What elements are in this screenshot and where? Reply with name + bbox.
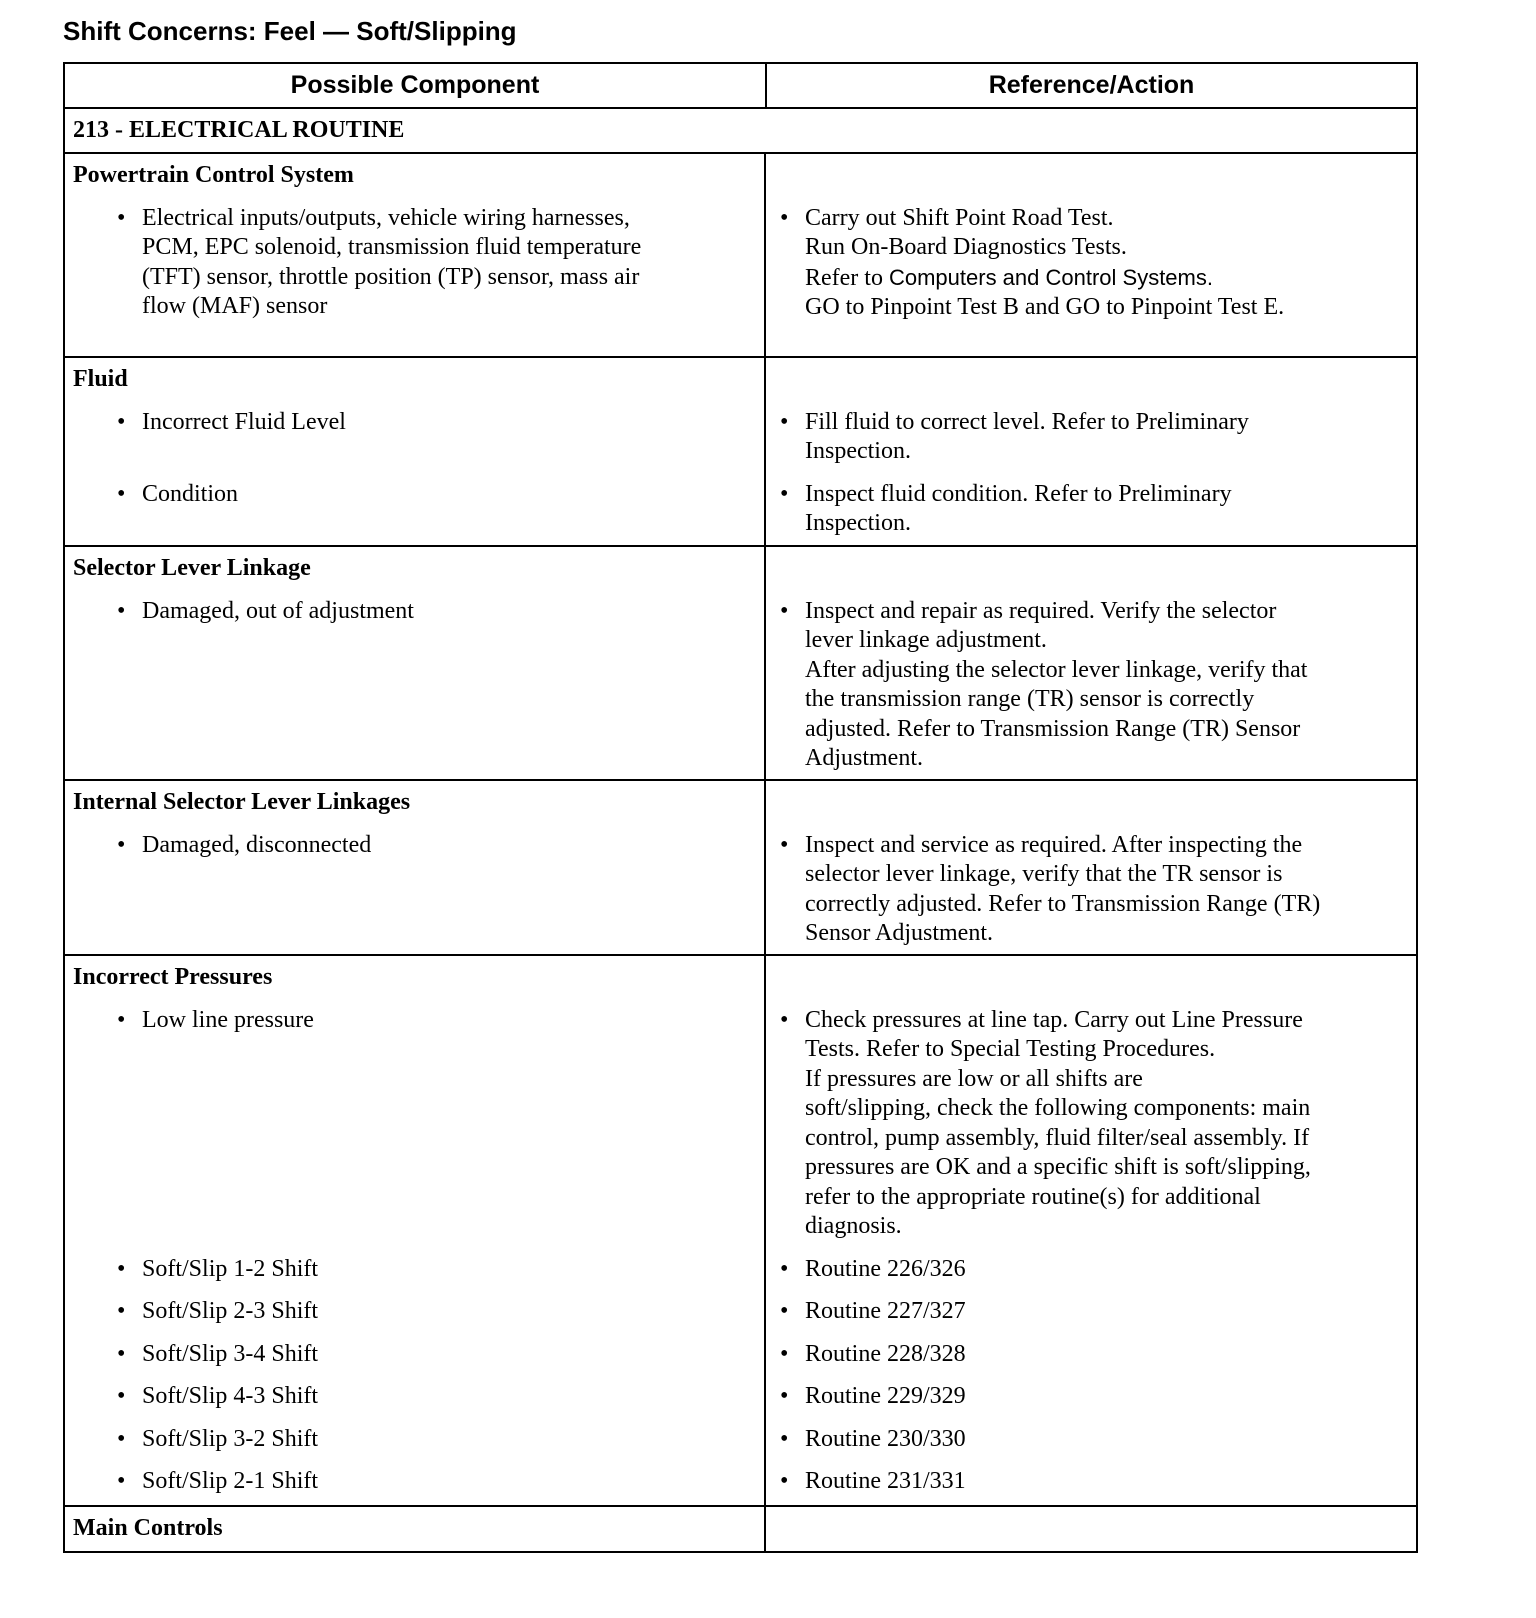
action-line xyxy=(805,1124,1416,1154)
empty-cell xyxy=(765,963,1416,993)
action-text: Routine 227/327 xyxy=(805,1298,966,1324)
action-line xyxy=(805,1425,1416,1455)
action-item xyxy=(765,597,1416,774)
bullet-icon: • xyxy=(117,597,126,624)
action-line xyxy=(805,656,1416,686)
diagnosis-table xyxy=(63,62,1418,1553)
table-row xyxy=(65,781,1416,956)
action-text: correctly adjusted. Refer to Transmission Range (TR) xyxy=(805,890,1321,917)
bullet-icon: • xyxy=(117,1468,126,1494)
action-text: Routine 231/331 xyxy=(805,1468,966,1494)
component-item xyxy=(65,1467,765,1497)
reference-link: Computers and Control Systems. xyxy=(888,264,1213,290)
action-line xyxy=(805,715,1416,745)
action-text: Sensor Adjustment. xyxy=(805,920,994,946)
bullet-icon: • xyxy=(780,204,789,231)
bullet-icon: • xyxy=(117,1255,126,1282)
action-line xyxy=(805,1006,1416,1036)
bullet-icon: • xyxy=(117,408,126,435)
table-row xyxy=(65,547,1416,781)
action-line xyxy=(805,1065,1416,1095)
bullet-icon: • xyxy=(780,1425,789,1452)
bullet-icon: • xyxy=(117,831,126,858)
component-group-title: Internal Selector Lever Linkages xyxy=(73,789,411,815)
component-line: (TFT) sensor, throttle position (TP) sensor, mass air xyxy=(142,263,640,290)
action-item xyxy=(765,1255,1416,1285)
section-heading: 213 - ELECTRICAL ROUTINE xyxy=(65,109,1416,154)
bullet-icon: • xyxy=(780,480,789,507)
action-text: Inspect fluid condition. Refer to Preliminary xyxy=(805,480,1232,507)
table-header xyxy=(65,64,1416,109)
action-text: Check pressures at line tap. Carry out Line Pressure xyxy=(805,1006,1303,1033)
empty-cell xyxy=(765,554,1416,584)
empty-cell xyxy=(765,365,1416,395)
empty-cell xyxy=(765,1514,1416,1544)
bullet-icon: • xyxy=(117,1006,126,1033)
component-line: flow (MAF) sensor xyxy=(142,293,328,319)
action-line xyxy=(805,1212,1416,1242)
page-title: Shift Concerns: Feel — Soft/Slipping xyxy=(63,16,517,46)
action-item xyxy=(765,1297,1416,1327)
header-possible-component: Possible Component xyxy=(290,71,540,99)
component-item xyxy=(65,1255,765,1285)
action-line xyxy=(805,1153,1416,1183)
action-item xyxy=(765,1467,1416,1497)
action-text: Routine 228/328 xyxy=(805,1340,966,1367)
bullet-icon: • xyxy=(117,1340,126,1367)
action-line xyxy=(805,685,1416,715)
bullet-icon: • xyxy=(117,480,126,507)
bullet-icon: • xyxy=(780,831,789,858)
action-text: Routine 226/326 xyxy=(805,1255,966,1282)
header-reference-action: Reference/Action xyxy=(765,64,1416,107)
component-item xyxy=(65,1425,765,1455)
action-item xyxy=(765,204,1416,323)
action-item xyxy=(765,1340,1416,1370)
bullet-icon: • xyxy=(780,408,789,435)
component-line: Soft/Slip 1-2 Shift xyxy=(142,1255,319,1282)
action-text: Routine 230/330 xyxy=(805,1425,966,1452)
component-line: PCM, EPC solenoid, transmission fluid temperature xyxy=(142,234,642,260)
component-item xyxy=(65,1297,765,1327)
action-line xyxy=(805,1297,1416,1327)
component-line: Soft/Slip 3-2 Shift xyxy=(142,1425,319,1452)
action-text: control, pump assembly, fluid filter/seal assembly. If xyxy=(805,1124,1310,1151)
component-group-title: Selector Lever Linkage xyxy=(73,555,311,581)
action-text: Inspection. xyxy=(805,510,911,536)
action-item xyxy=(765,1382,1416,1412)
action-line xyxy=(805,263,1416,294)
action-line xyxy=(805,919,1416,949)
action-line xyxy=(805,597,1416,627)
action-line xyxy=(805,480,1416,510)
action-text: Inspection. xyxy=(805,438,911,464)
action-line xyxy=(805,831,1416,861)
component-item xyxy=(65,480,765,539)
component-line: Condition xyxy=(142,480,239,507)
action-text: Inspect and repair as required. Verify the selector xyxy=(805,597,1277,624)
action-line xyxy=(805,1382,1416,1412)
bullet-icon: • xyxy=(780,1255,789,1282)
component-item xyxy=(65,597,765,774)
component-item xyxy=(65,408,765,467)
action-line xyxy=(805,204,1416,234)
action-line xyxy=(805,1094,1416,1124)
action-text: Tests. Refer to Special Testing Procedures. xyxy=(805,1036,1216,1062)
action-text: After adjusting the selector lever linkage, verify that xyxy=(805,656,1308,683)
action-item xyxy=(765,1425,1416,1455)
component-item xyxy=(65,204,765,323)
bullet-icon: • xyxy=(780,1383,789,1409)
action-line xyxy=(805,744,1416,774)
action-item xyxy=(765,831,1416,949)
bullet-icon: • xyxy=(780,1298,789,1324)
component-line: Damaged, disconnected xyxy=(142,831,372,858)
table-row xyxy=(65,1507,1416,1551)
component-group-title: Fluid xyxy=(73,366,128,392)
action-text: Refer to xyxy=(805,264,889,291)
action-text: refer to the appropriate routine(s) for additional xyxy=(805,1183,1261,1210)
component-item xyxy=(65,1006,765,1242)
component-line: Incorrect Fluid Level xyxy=(142,408,346,435)
component-line: Soft/Slip 2-3 Shift xyxy=(142,1298,319,1324)
table-row xyxy=(65,154,1416,358)
action-text: adjusted. Refer to Transmission Range (TR) Sensor xyxy=(805,715,1301,742)
table-row xyxy=(65,358,1416,547)
component-line: Soft/Slip 3-4 Shift xyxy=(142,1340,319,1367)
bullet-icon: • xyxy=(117,1383,126,1409)
action-text: Fill fluid to correct level. Refer to Preliminary xyxy=(805,408,1249,435)
component-group-title: Incorrect Pressures xyxy=(73,964,273,990)
action-line xyxy=(805,1035,1416,1065)
action-text: pressures are OK and a specific shift is soft/slipping, xyxy=(805,1154,1311,1180)
table-row xyxy=(65,956,1416,1507)
bullet-icon: • xyxy=(780,1006,789,1033)
action-line xyxy=(805,509,1416,539)
component-line: Electrical inputs/outputs, vehicle wiring harnesses, xyxy=(142,204,630,231)
action-item xyxy=(765,480,1416,539)
action-line xyxy=(805,860,1416,890)
action-item xyxy=(765,1006,1416,1242)
action-text: If pressures are low or all shifts are xyxy=(805,1065,1143,1092)
action-text: Run On-Board Diagnostics Tests. xyxy=(805,234,1127,260)
action-line xyxy=(805,1340,1416,1370)
action-text: soft/slipping, check the following components: main xyxy=(805,1095,1311,1121)
bullet-icon: • xyxy=(117,1425,126,1452)
bullet-icon: • xyxy=(117,1298,126,1324)
action-text: Carry out Shift Point Road Test. xyxy=(805,204,1114,231)
action-item xyxy=(765,408,1416,467)
action-text: GO to Pinpoint Test B and GO to Pinpoint Test E. xyxy=(805,294,1285,320)
action-text: diagnosis. xyxy=(805,1213,902,1239)
component-line: Low line pressure xyxy=(142,1006,314,1033)
component-line: Soft/Slip 2-1 Shift xyxy=(142,1468,319,1494)
action-line xyxy=(805,1467,1416,1497)
bullet-icon: • xyxy=(780,1340,789,1367)
action-line xyxy=(805,1255,1416,1285)
action-line xyxy=(805,890,1416,920)
component-item xyxy=(65,1382,765,1412)
action-line xyxy=(805,437,1416,467)
component-line: Soft/Slip 4-3 Shift xyxy=(142,1383,319,1409)
action-text: selector lever linkage, verify that the TR sensor is xyxy=(805,861,1283,887)
empty-cell xyxy=(765,161,1416,191)
component-line: Damaged, out of adjustment xyxy=(142,597,414,624)
bullet-icon: • xyxy=(780,1468,789,1494)
action-line xyxy=(805,626,1416,656)
empty-cell xyxy=(765,788,1416,818)
action-text: Adjustment. xyxy=(805,745,923,771)
action-text: Routine 229/329 xyxy=(805,1383,966,1409)
action-text: lever linkage adjustment. xyxy=(805,627,1047,653)
component-group-title: Main Controls xyxy=(73,1515,223,1541)
action-line xyxy=(805,408,1416,438)
component-group-title: Powertrain Control System xyxy=(73,162,354,188)
action-text: the transmission range (TR) sensor is correctly xyxy=(805,686,1255,712)
bullet-icon: • xyxy=(780,597,789,624)
component-item xyxy=(65,831,765,949)
component-item xyxy=(65,1340,765,1370)
action-text: Inspect and service as required. After inspecting the xyxy=(805,831,1303,858)
action-line xyxy=(805,293,1416,323)
action-line xyxy=(805,1183,1416,1213)
bullet-icon: • xyxy=(117,204,126,231)
action-line xyxy=(805,233,1416,263)
